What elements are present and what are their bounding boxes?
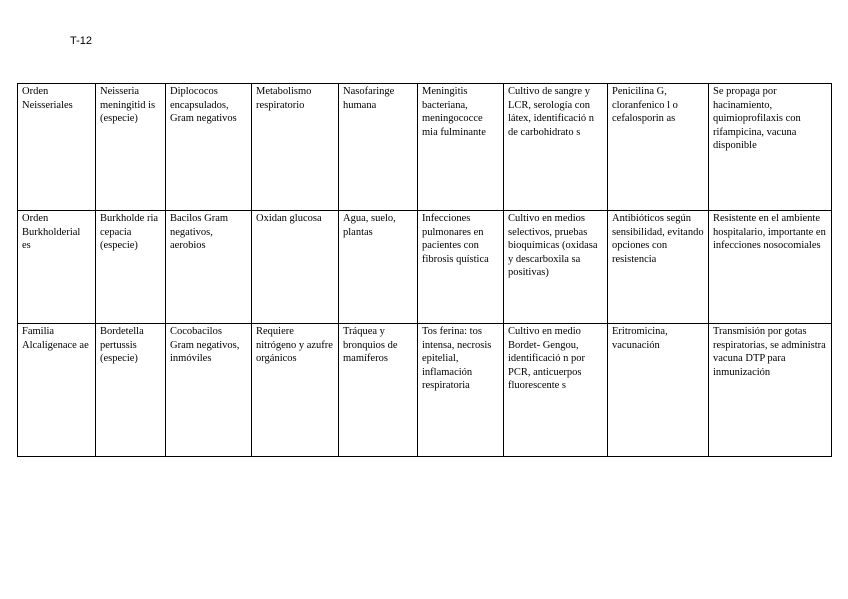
table-cell: Tráquea y bronquios de mamíferos <box>339 324 418 457</box>
table-cell: Metabolismo respiratorio <box>252 84 339 211</box>
table-cell: Orden Burkholderial es <box>18 211 96 324</box>
data-table <box>17 83 832 457</box>
table-cell: Requiere nitrógeno y azufre orgánicos <box>252 324 339 457</box>
table-cell: Transmisión por gotas respiratorias, se administra vacuna DTP para inmunización <box>709 324 832 457</box>
table-cell: Cultivo en medio Bordet- Gengou, identificació n por PCR, anticuerpos fluorescente s <box>504 324 608 457</box>
table-row <box>18 211 832 324</box>
table-row <box>18 324 832 457</box>
table-cell: Penicilina G, cloranfenico l o cefalosporin as <box>608 84 709 211</box>
table-cell: Tos ferina: tos intensa, necrosis epitelial, inflamación respiratoria <box>418 324 504 457</box>
table-cell: Infecciones pulmonares en pacientes con fibrosis quística <box>418 211 504 324</box>
table-cell: Nasofaringe humana <box>339 84 418 211</box>
table-cell: Resistente en el ambiente hospitalario, importante en infecciones nosocomiales <box>709 211 832 324</box>
table-cell: Bordetella pertussis (especie) <box>96 324 166 457</box>
table-cell: Bacilos Gram negativos, aerobios <box>166 211 252 324</box>
table-cell: Oxidan glucosa <box>252 211 339 324</box>
table-cell: Neisseria meningitid is (especie) <box>96 84 166 211</box>
table-cell: Se propaga por hacinamiento, quimioprofilaxis con rifampicina, vacuna disponible <box>709 84 832 211</box>
table-cell: Eritromicina, vacunación <box>608 324 709 457</box>
table-cell: Cultivo en medios selectivos, pruebas bioquímicas (oxidasa y descarboxila sa positivas) <box>504 211 608 324</box>
page-label: T-12 <box>70 35 93 47</box>
table-cell: Agua, suelo, plantas <box>339 211 418 324</box>
table-cell: Familia Alcaligenace ae <box>18 324 96 457</box>
table-cell: Cultivo de sangre y LCR, serología con látex, identificació n de carbohidrato s <box>504 84 608 211</box>
table-cell: Antibióticos según sensibilidad, evitando opciones con resistencia <box>608 211 709 324</box>
table-row <box>18 84 832 211</box>
table-cell: Meningitis bacteriana, meningococce mia fulminante <box>418 84 504 211</box>
table-cell: Burkholde ria cepacia (especie) <box>96 211 166 324</box>
table-cell: Diplococos encapsulados, Gram negativos <box>166 84 252 211</box>
table-cell: Orden Neisseriales <box>18 84 96 211</box>
table-cell: Cocobacilos Gram negativos, inmóviles <box>166 324 252 457</box>
